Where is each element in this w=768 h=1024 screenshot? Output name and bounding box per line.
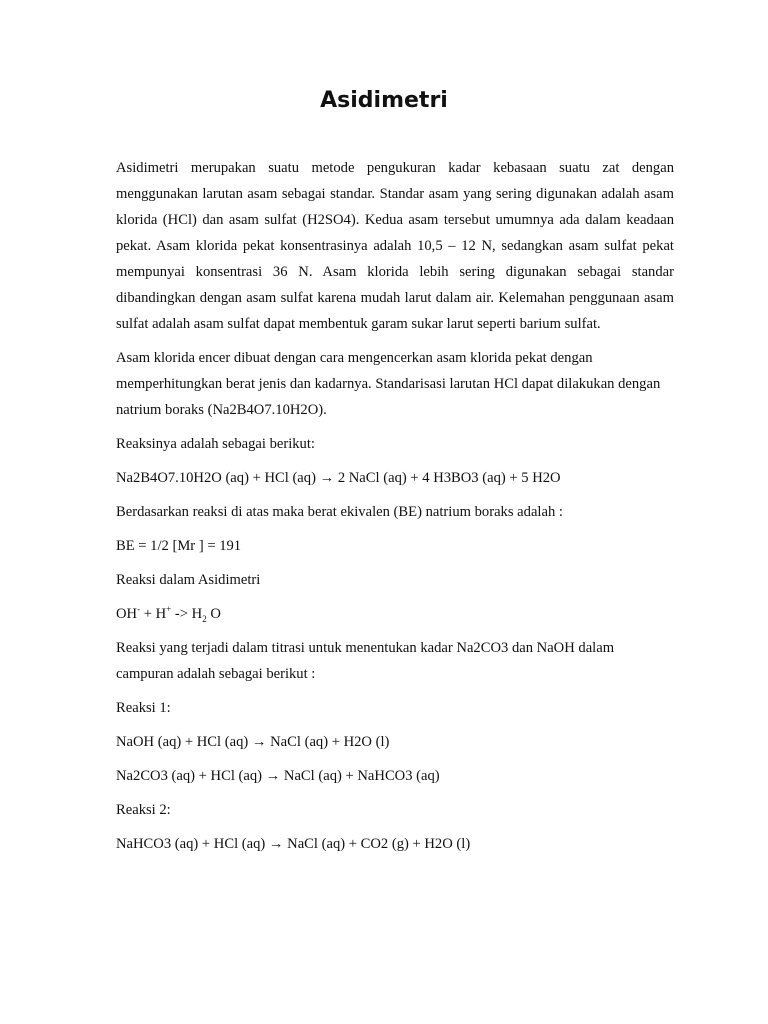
paragraph-be-intro: Berdasarkan reaksi di atas maka berat ekivalen (BE) natrium boraks adalah : bbox=[116, 504, 563, 520]
equation-nahco3: NaHCO3 (aq) + HCl (aq) → NaCl (aq) + CO2 (g) + H2O (l) bbox=[116, 836, 471, 852]
paragraph-reaction-1-label: Reaksi 1: bbox=[116, 700, 171, 716]
paragraph-titration-intro: Reaksi yang terjadi dalam titrasi untuk menentukan kadar Na2CO3 dan NaOH dalam campuran adalah sebagai berikut : bbox=[116, 640, 615, 682]
eq-h-charge: + bbox=[166, 604, 172, 615]
paragraph-reaction-heading: Reaksinya adalah sebagai berikut: bbox=[116, 436, 315, 452]
equation-borax: Na2B4O7.10H2O (aq) + HCl (aq) → 2 NaCl (aq) + 4 H3BO3 (aq) + 5 H2O bbox=[116, 470, 561, 486]
paragraph-reaction-2-label: Reaksi 2: bbox=[116, 802, 171, 818]
eq-oh: OH bbox=[116, 606, 138, 622]
paragraph-acidimetry-reaction: Reaksi dalam Asidimetri bbox=[116, 572, 261, 588]
paragraph-intro: Asidimetri merupakan suatu metode pengukuran kadar kebasaan suatu zat dengan menggunakan larutan asam sebagai standar. Standar asam yang sering digunakan adalah asam klorida (HCl) dan asam sulfat (H2SO4). Kedua asam tersebut umumnya ada dalam keadaan pekat. Asam klorida pekat konsentrasinya adalah 10,5 – 12 N, sedangkan asam sulfat pekat mempunyai konsentrasi 36 N. Asam klorida lebih sering digunakan sebagai standar dibandingkan dengan asam sulfat karena mudah larut dalam air. Kelemahan penggunaan asam sulfat adalah asam sulfat dapat membentuk garam sukar larut seperti barium sulfat. bbox=[116, 160, 674, 332]
eq-plus-h: + H bbox=[140, 606, 167, 622]
eq-o: O bbox=[206, 606, 221, 622]
eq-oh-charge: - bbox=[137, 604, 141, 615]
paragraph-hcl-dilution: Asam klorida encer dibuat dengan cara mengencerkan asam klorida pekat dengan memperhitungkan berat jenis dan kadarnya. Standarisasi larutan HCl dapat dilakukan dengan natrium boraks (Na2B4O7.10H2O). bbox=[116, 350, 661, 418]
equation-naoh: NaOH (aq) + HCl (aq) → NaCl (aq) + H2O (l) bbox=[116, 734, 390, 750]
eq-arrow-h: -> H bbox=[171, 606, 203, 622]
document-body bbox=[116, 155, 674, 865]
equation-be: BE = 1/2 [Mr ] = 191 bbox=[116, 538, 242, 554]
equation-na2co3: Na2CO3 (aq) + HCl (aq) → NaCl (aq) + NaHCO3 (aq) bbox=[116, 768, 440, 784]
eq-sub-2: 2 bbox=[202, 613, 207, 624]
page-title: Asidimetri bbox=[320, 88, 448, 113]
equation-neutralization bbox=[116, 601, 674, 627]
